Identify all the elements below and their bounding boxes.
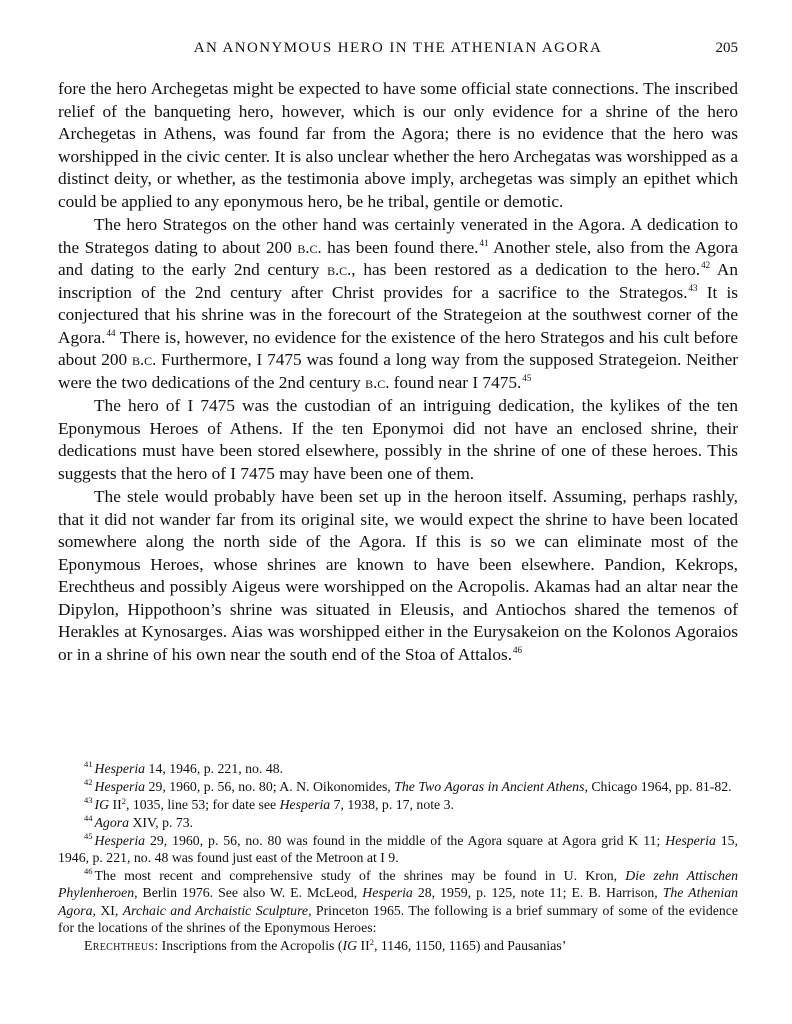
text-run: 28, 1959, p. 125, note 11; E. B. Harrison, (412, 885, 663, 901)
text-run: 15, 1946, p. 221, no. 48 was found just east of the Metroon at I 9. (58, 832, 738, 866)
footnote-number: 43 (84, 794, 93, 805)
text-run: , Princeton 1965. The following is a brief summary of some of the evidence for the locations of the shrines of the Eponymous Heroes: (58, 902, 738, 936)
paragraph-3 (58, 395, 738, 485)
journal-title: Hesperia (362, 885, 413, 901)
era-abbrev: b.c. (131, 350, 157, 369)
paragraph-4 (58, 486, 738, 666)
text-run: There is, however, no evidence for the existence of the hero Strategos and his cult before about 200 (58, 327, 738, 369)
text-run: 14, 1946, p. 221, no. 48. (145, 761, 284, 776)
text-run: found near I 7475. (389, 372, 522, 392)
text-run: , XI, (92, 902, 123, 918)
hero-name: Erechtheus (84, 938, 155, 954)
footnote-ref-45[interactable]: 45 (522, 372, 532, 383)
text-run: Furthermore, I 7475 was found a long way from the supposed Strategeion. Neither were the two dedications of the 2nd century (58, 350, 738, 392)
text-run: , Chicago 1964, pp. 81-82. (584, 778, 732, 794)
footnote-42 (58, 778, 738, 795)
footnote-46 (58, 867, 738, 937)
text-run: It is conjectured that his shrine was in the forecourt of the Strategeion at the southwest corner of the Agora. (58, 282, 738, 347)
series-title: Agora (94, 814, 129, 830)
text-run: fore the hero Archegetas might be expected to have some official state connections. The inscribed relief of the banqueting hero, however, which is our only evidence for a shrine of the hero Archegetas in Athens, was found far from the Agora; there is no evidence that the hero was worshipped in the civic center. It is also unclear whether the hero Archegatas was worshipped as a distinct deity, or whether, as the testimonia above imply, archegetas was simply an epithet which could be applied to any eponymous hero, be he tribal, gentile or demotic. (58, 79, 738, 211)
text-run: , Berlin 1976. See also W. E. McLeod, (134, 885, 363, 901)
text-run: The hero of I 7475 was the custodian of an intriguing dedication, the kylikes of the ten Eponymous Heroes of Athens. If the ten Eponymoi did not have an enclosed shrine, their dedications must have been stored elsewhere, possibly in the shrine of one of these heroes. This suggests that the hero of I 7475 may have been one of them. (58, 396, 738, 483)
footnote-number: 41 (84, 759, 93, 769)
book-title: The Athenian Agora (58, 885, 738, 918)
paragraph-2 (58, 214, 738, 394)
text-run: , has been restored as a dedication to the hero. (351, 260, 701, 279)
text-run: The hero Strategos on the other hand was certainly venerated in the Agora. A dedication to the Strategos dating to about 200 (58, 215, 738, 257)
footnote-erechtheus (58, 937, 738, 954)
book-title: Archaic and Archaistic Sculpture (122, 902, 309, 918)
corpus-title: IG (342, 938, 358, 954)
paragraph-1 (58, 78, 738, 213)
text-run: II (109, 796, 122, 812)
era-abbrev: b.c. (365, 372, 390, 392)
journal-title: Hesperia (94, 761, 146, 776)
footnote-45 (58, 832, 738, 867)
text-run: II (357, 938, 370, 954)
journal-title: Hesperia (94, 832, 146, 848)
edition-superscript: 2 (121, 795, 126, 806)
text-run: Another stele, also from the Agora and dating to the early 2nd century (58, 237, 738, 279)
text-run: XIV, p. 73. (129, 814, 194, 830)
footnote-ref-43[interactable]: 43 (688, 282, 698, 293)
era-abbrev: b.c. (297, 237, 322, 257)
footnotes (58, 760, 738, 955)
footnote-ref-41[interactable]: 41 (479, 237, 489, 248)
page-number: 205 (715, 40, 738, 56)
running-header (58, 40, 738, 62)
text-run: An inscription of the 2nd century after Christ provides for a sacrifice to the Strategos. (58, 260, 738, 302)
footnote-41 (58, 760, 738, 777)
text-run: 29, 1960, p. 56, no. 80; A. N. Oikonomides, (145, 778, 395, 794)
journal-title: Hesperia (665, 832, 716, 848)
edition-superscript: 2 (369, 937, 374, 948)
main-text (58, 78, 738, 666)
text-run: 7, 1938, p. 17, note 3. (330, 796, 454, 812)
corpus-title: IG (94, 796, 110, 812)
era-abbrev: b.c. (327, 260, 352, 279)
footnote-ref-44[interactable]: 44 (106, 327, 116, 338)
footnote-43 (58, 796, 738, 813)
book-title: Die zehn Attischen Phylenheroen (58, 867, 738, 901)
journal-title: Hesperia (94, 778, 146, 794)
footnote-number: 46 (84, 865, 93, 876)
footnote-ref-46[interactable]: 46 (513, 644, 523, 655)
journal-title: Hesperia (279, 796, 331, 812)
text-run: 29, 1960, p. 56, no. 80 was found in the middle of the Agora square at Agora grid K 11; (145, 832, 666, 848)
text-run: , 1146, 1150, 1165) and Pausanias’ (373, 938, 567, 954)
text-run: The stele would probably have been set up in the heroon itself. Assuming, perhaps rashly, that it did not wander far from its original site, we would expect the shrine to have been located somewhere along the north side of the Agora. If this is so we can eliminate most of the Eponymous Heroes, whose shrines are known to have been elsewhere. Pandion, Kekrops, Erechtheus and possibly Aigeus were worshipped on the Acropolis. Akamas had an altar near the Dipylon, Hippothoon’s shrine was situated in Eleusis, and Antiochos shared the temenos of Herakles at Kynosarges. Aias was worshipped either in the Eurysakeion on the Kolonos Agoraios or in a shrine of his own near the south end of the Stoa of Attalos. (58, 487, 738, 664)
text-run: has been found there. (321, 237, 479, 257)
footnote-number: 42 (84, 776, 93, 787)
text-run: , 1035, line 53; for date see (125, 796, 280, 812)
text-run: The most recent and comprehensive study of the shrines may be found in U. Kron, (94, 867, 626, 883)
book-title: The Two Agoras in Ancient Athens (394, 778, 585, 794)
footnote-number: 44 (84, 812, 93, 823)
footnote-number: 45 (84, 830, 93, 841)
text-run: : Inscriptions from the Acropolis ( (154, 938, 343, 954)
footnote-ref-42[interactable]: 42 (701, 260, 711, 270)
footnote-44 (58, 814, 738, 831)
running-title: AN ANONYMOUS HERO IN THE ATHENIAN AGORA (193, 40, 603, 56)
